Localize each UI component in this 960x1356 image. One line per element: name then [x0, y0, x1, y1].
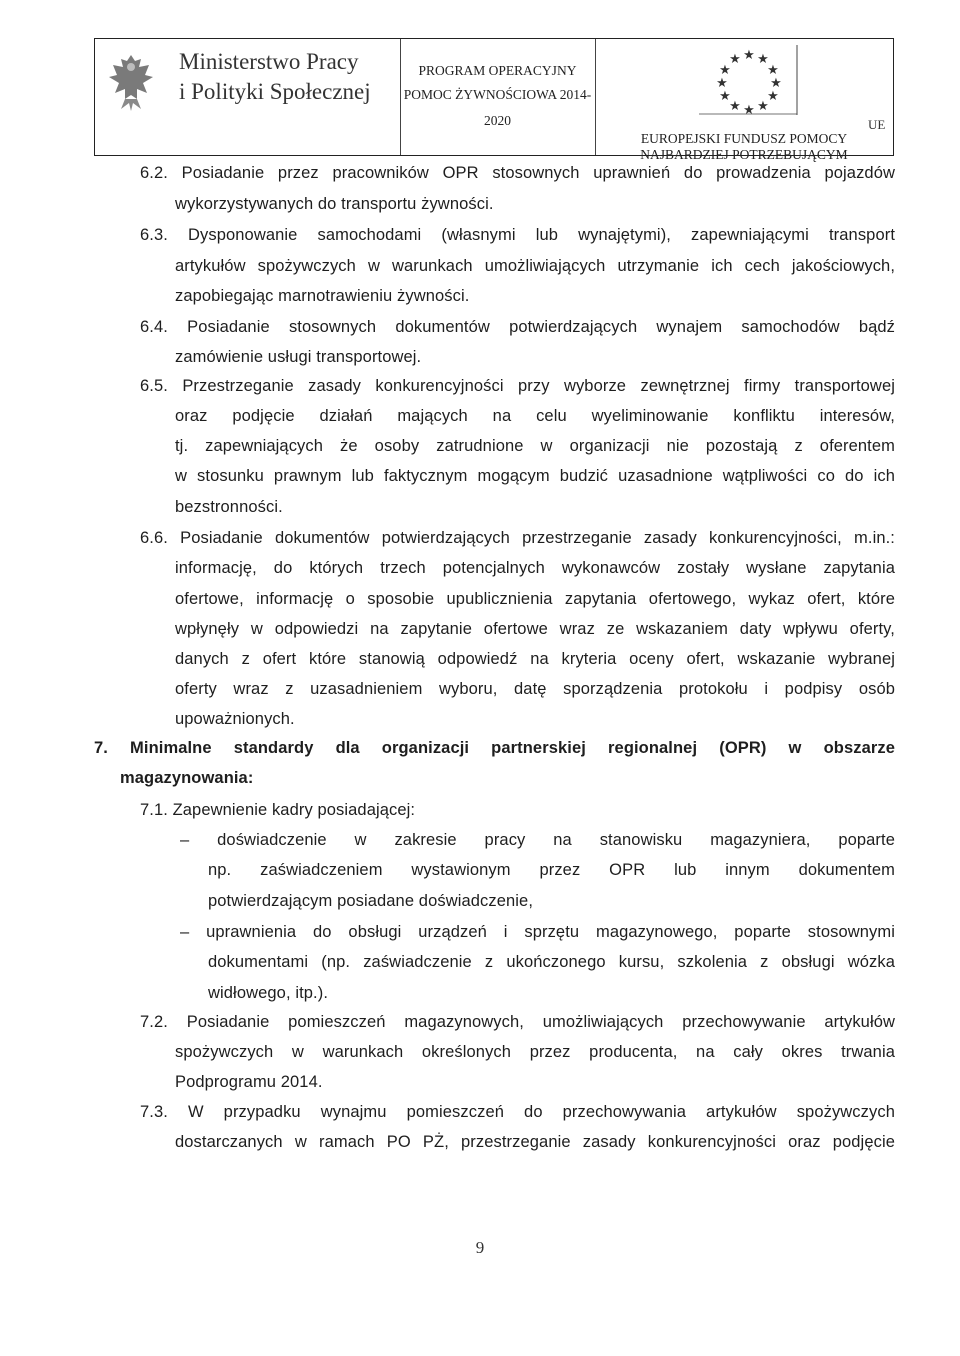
item-7-2-line2: spożywczych w warunkach określonych przez producenta, na cały okres trwania	[175, 1043, 895, 1061]
svg-text:★: ★	[719, 63, 731, 78]
item-6-6-line2: informację, do których trzech potencjalnych wykonawców zostały wysłane zapytania	[175, 559, 895, 577]
program-title-line3: 2020	[484, 113, 511, 128]
svg-text:★: ★	[767, 89, 779, 104]
item-6-3-line3: zapobiegając marnotrawieniu żywności.	[175, 287, 470, 305]
svg-text:★: ★	[743, 48, 755, 63]
svg-text:★: ★	[729, 52, 741, 67]
program-title-line1: PROGRAM OPERACYJNY	[418, 63, 577, 78]
svg-text:★: ★	[716, 76, 728, 91]
item-7-1-bullet2-line1: – uprawnienia do obsługi urządzeń i sprzętu magazynowego, poparte stosownymi	[180, 923, 895, 941]
eu-fund-name-line2: NAJBARDZIEJ POTRZEBUJĄCYM	[640, 147, 848, 162]
eu-stars-flag-icon	[699, 45, 799, 115]
item-7-1-bullet1-line2: np. zaświadczeniem wystawionym przez OPR lub innym dokumentem	[208, 861, 895, 879]
item-6-6-line1: 6.6. Posiadanie dokumentów potwierdzających przestrzeganie zasady konkurencyjności, m.in.:	[140, 529, 895, 547]
item-7-1-bullet1-line3: potwierdzającym posiadane doświadczenie,	[208, 892, 534, 910]
ministry-name-line2: i Polityki Społecznej	[179, 79, 371, 104]
item-6-3-line1: 6.3. Dysponowanie samochodami (własnymi lub wynajętymi), zapewniającymi transport	[140, 226, 895, 244]
item-6-6-line4: wpłynęły w odpowiedzi na zapytanie ofertowe wraz ze wskazaniem daty wpływu oferty,	[175, 620, 895, 638]
item-6-5-line3: tj. zapewniających że osoby zatrudnione w organizacji nie pozostają z oferentem	[175, 437, 895, 455]
item-7-1-line1: 7.1. Zapewnienie kadry posiadającej:	[140, 801, 416, 819]
item-7-3-line2: dostarczanych w ramach PO PŻ, przestrzeganie zasady konkurencyjności oraz podjęcie	[175, 1133, 895, 1151]
section-7-heading-line2: magazynowania:	[120, 769, 254, 787]
eu-fund-cell	[595, 39, 893, 162]
svg-text:★: ★	[770, 76, 782, 91]
item-6-5-line5: bezstronności.	[175, 498, 283, 516]
svg-text:★: ★	[743, 103, 755, 115]
item-6-6-line7: upoważnionych.	[175, 710, 295, 728]
item-7-2-line3: Podprogramu 2014.	[175, 1073, 323, 1091]
item-7-2-line1: 7.2. Posiadanie pomieszczeń magazynowych, umożliwiających przechowywanie artykułów	[140, 1013, 895, 1031]
svg-text:★: ★	[729, 99, 741, 114]
item-6-3-line2: artykułów spożywczych w warunkach umożliwiających utrzymanie ich cech jakościowych,	[175, 257, 895, 275]
item-6-2-line2: wykorzystywanych do transportu żywności.	[175, 195, 494, 213]
item-6-5-line4: w stosunku prawnym lub faktycznym mogącym budzić uzasadnione wątpliwości co do ich	[175, 467, 895, 485]
item-6-6-line6: oferty wraz z uzasadnieniem wyboru, datę sporządzenia protokołu i podpisy osób	[175, 680, 895, 698]
item-7-1-bullet2-line3: widłowego, itp.).	[208, 984, 329, 1002]
program-cell	[400, 39, 596, 155]
item-7-1-bullet2-line2: dokumentami (np. zaświadczenie z ukończonego kursu, szkolenia z obsługi wózka	[208, 953, 895, 971]
document-header	[94, 38, 894, 162]
eu-fund-name-line1: EUROPEJSKI FUNDUSZ POMOCY	[640, 131, 848, 146]
page-number: 9	[475, 1238, 485, 1257]
item-6-5-line1: 6.5. Przestrzeganie zasady konkurencyjności przy wyborze zewnętrznej firmy transportowej	[140, 377, 895, 395]
item-6-5-line2: oraz podjęcie działań mających na celu wyeliminowanie konfliktu interesów,	[175, 407, 895, 425]
ministry-cell	[95, 39, 401, 155]
svg-text:★: ★	[757, 52, 769, 67]
item-7-3-line1: 7.3. W przypadku wynajmu pomieszczeń do przechowywania artykułów spożywczych	[140, 1103, 895, 1121]
item-6-4-line1: 6.4. Posiadanie stosownych dokumentów potwierdzających wynajem samochodów bądź	[140, 318, 895, 336]
svg-text:★: ★	[757, 99, 769, 114]
item-7-1-bullet1-line1: – doświadczenie w zakresie pracy na stanowisku magazyniera, poparte	[180, 831, 895, 849]
ue-label: UE	[868, 117, 886, 132]
svg-text:★: ★	[767, 63, 779, 78]
svg-text:★: ★	[719, 89, 731, 104]
polish-eagle-emblem-icon	[107, 51, 155, 113]
ministry-name-line1: Ministerstwo Pracy	[179, 49, 359, 74]
section-7-heading-line1: 7. Minimalne standardy dla organizacji partnerskiej regionalnej (OPR) w obszarze	[94, 739, 895, 757]
item-6-2-line1: 6.2. Posiadanie przez pracowników OPR stosownych uprawnień do prowadzenia pojazdów	[140, 164, 895, 182]
item-6-6-line5: danych z ofert które stanowią odpowiedź na kryteria oceny ofert, wskazanie wybranej	[175, 650, 895, 668]
program-title-line2: POMOC ŻYWNOŚCIOWA 2014-	[403, 87, 592, 102]
item-6-6-line3: ofertowe, informację o sposobie upublicznienia zapytania ofertowego, wykaz ofert, które	[175, 590, 895, 608]
item-6-4-line2: zamówienie usługi transportowej.	[175, 348, 422, 366]
